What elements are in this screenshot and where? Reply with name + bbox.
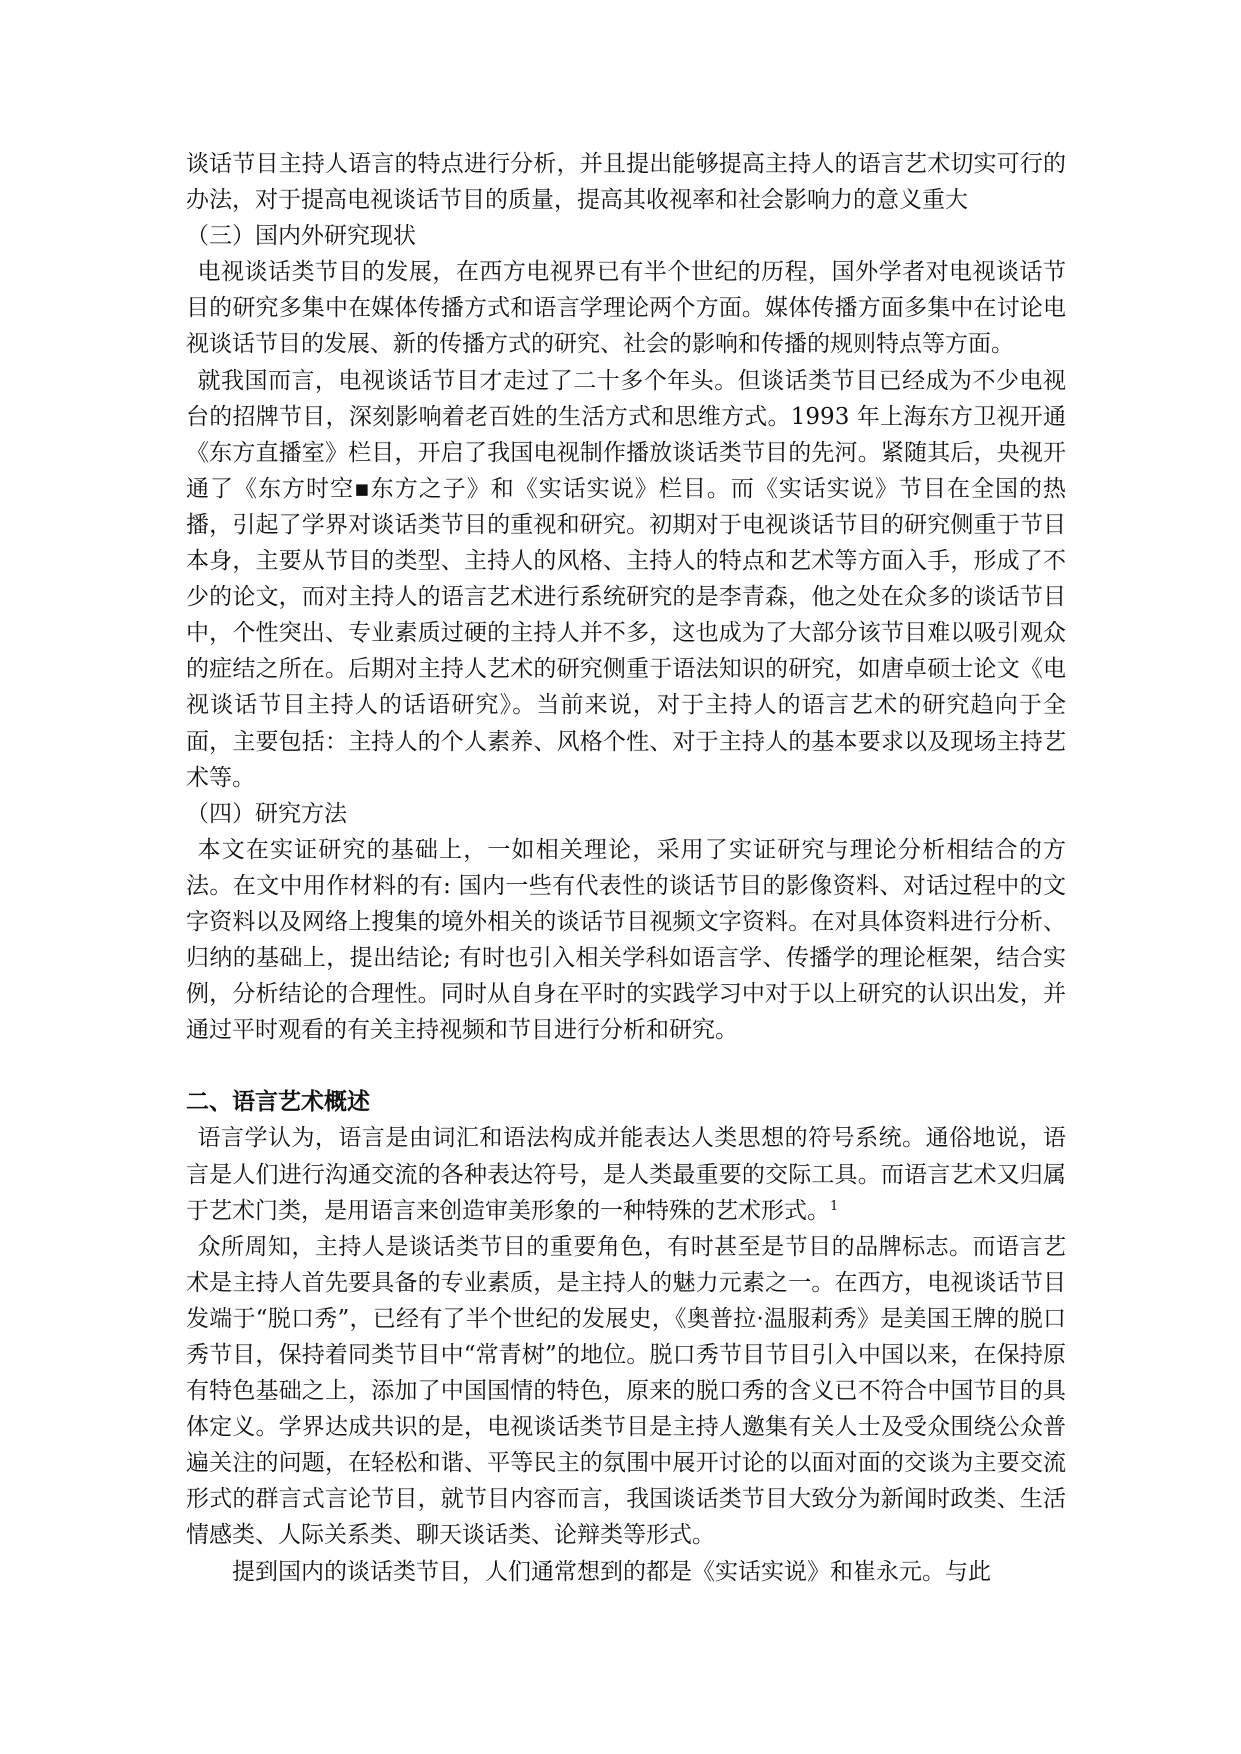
paragraph-language-definition-text: 语言学认为，语言是由词汇和语法构成并能表达人类思想的符号系统。通俗地说，语言是人们进行沟通交流的各种表达符号，是人类最重要的交际工具。而语言艺术又归属于艺术门类，是用语言来创造审美形象的一种特殊的艺术形式。 <box>186 1125 1066 1224</box>
section-title-language-art: 二、语言艺术概述 <box>186 1088 370 1116</box>
paragraph-research-method: 本文在实证研究的基础上，一如相关理论，采用了实证研究与理论分析相结合的方法。在文中用作材料的有: 国内一些有代表性的谈话节目的影像资料、对话过程中的文字资料以及网络上搜集的境外相关的谈话节目视频文字资料。在对具体资料进行分析、归纳的基础上，提出结论; 有时也引入相关学科如语言学、传播学的理论框架，结合实例，分析结论的合理性。同时从自身在平时的实践学习中对于以上研究的认识出发，并通过平时观看的有关主持视频和节目进行分析和研究。 <box>186 836 1066 1044</box>
paragraph-continued: 谈话节目主持人语言的特点进行分析，并且提出能够提高主持人的语言艺术切实可行的办法，对于提高电视谈话节目的质量，提高其收视率和社会影响力的意义重大 <box>186 151 1066 214</box>
paragraph-host-role: 众所周知，主持人是谈话类节目的重要角色，有时甚至是节目的品牌标志。而语言艺术是主持人首先要具备的专业素质，是主持人的魅力元素之一。在西方，电视谈话节目发端于“脱口秀”，已经有了半个世纪的发展史，《奥普拉·温服莉秀》是美国王牌的脱口秀节目，保持着同类节目中“常青树”的地位。脱口秀节目节目引入中国以来，在保持原有特色基础之上，添加了中国国情的特色，原来的脱口秀的含义已不符合中国节目的具体定义。学界达成共识的是，电视谈话类节目是主持人邀集有关人士及受众围绕公众普遍关注的问题，在轻松和谐、平等民主的氛围中展开讨论的以面对面的交谈为主要交流形式的群言式言论节目，就节目内容而言，我国谈话类节目大致分为新闻时政类、生活情感类、人际关系类、聊天谈话类、论辩类等形式。 <box>186 1233 1066 1549</box>
paragraph-domestic-shows: 提到国内的谈话类节目，人们通常想到的都是《实话实说》和崔永元。与此 <box>232 1558 991 1585</box>
subheading-research-status: （三）国内外研究现状 <box>186 223 416 250</box>
paragraph-domestic-research: 就我国而言，电视谈话节目才走过了二十多个年头。但谈话类节目已经成为不少电视台的招牌节目，深刻影响着老百姓的生活方式和思维方式。1993 年上海东方卫视开通《东方直播室》栏目，开启了我国电视制作播放谈话类节目的先河。紧随其后，央视开通了《东方时空▪东方之子》和《实话实说》栏目。而《实话实说》节目在全国的热播，引起了学界对谈话类节目的重视和研究。初期对于电视谈话节目的研究侧重于节目本身，主要从节目的类型、主持人的风格、主持人的特点和艺术等方面入手，形成了不少的论文，而对主持人的语言艺术进行系统研究的是李青森，他之处在众多的谈话节目中，个性突出、专业素质过硬的主持人并不多，这也成为了大部分该节目难以吸引观众的症结之所在。后期对主持人艺术的研究侧重于语法知识的研究，如唐卓硕士论文《电视谈话节目主持人的话语研究》。当前来说，对于主持人的语言艺术的研究趋向于全面，主要包括：主持人的个人素养、风格个性、对于主持人的基本要求以及现场主持艺术等。 <box>186 367 1066 791</box>
document-page <box>186 146 1066 1590</box>
footnote-marker: 1 <box>830 1198 839 1214</box>
paragraph-language-definition <box>186 1120 1066 1228</box>
subheading-research-method: （四）研究方法 <box>186 800 347 827</box>
paragraph-foreign-research: 电视谈话类节目的发展，在西方电视界已有半个世纪的历程，国外学者对电视谈话节目的研究多集中在媒体传播方式和语言学理论两个方面。媒体传播方面多集中在讨论电视谈话节目的发展、新的传播方式的研究、社会的影响和传播的规则特点等方面。 <box>186 259 1066 358</box>
